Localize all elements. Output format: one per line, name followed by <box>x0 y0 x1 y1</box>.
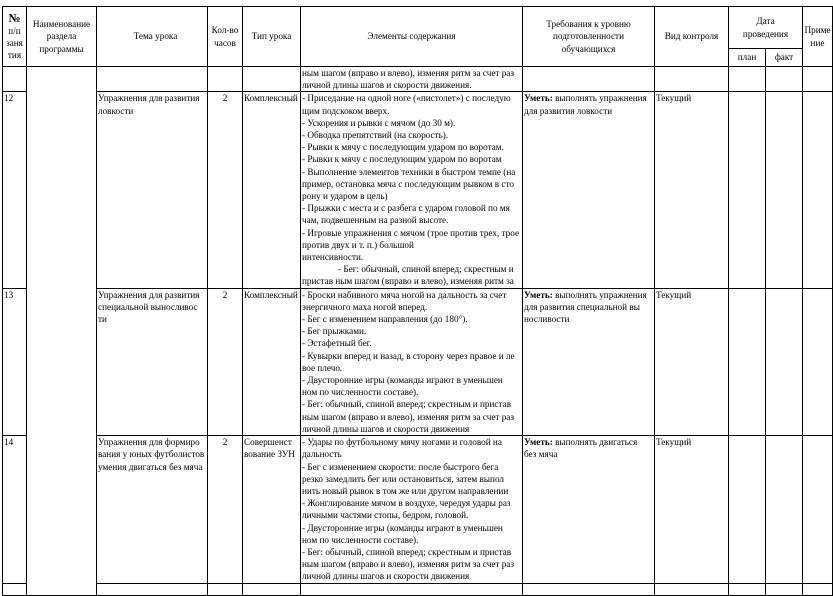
lesson-requirements: Уметь: выполнять упражнения для развития ловкости <box>523 92 655 288</box>
lesson-control: Текущий <box>655 288 729 435</box>
col-head-plan: план <box>729 49 766 67</box>
lesson-plan-table <box>2 6 833 596</box>
lesson-number: 14 <box>3 436 27 583</box>
lesson-plan-date <box>729 92 766 288</box>
lesson-note <box>803 288 833 435</box>
table-row <box>3 288 833 435</box>
col-head-section: Наименование раздела программы <box>27 7 97 67</box>
lesson-hours: 2 <box>208 92 243 288</box>
lesson-type: Совершенст вование ЗУН <box>243 436 301 583</box>
lesson-topic: Упражнения для развития специальной выносливос ти <box>97 288 208 435</box>
col-head-requirements: Требования к уровню подготовленности обучающихся <box>523 7 655 67</box>
table-row <box>3 436 833 583</box>
col-head-topic: Тема урока <box>97 7 208 67</box>
lesson-requirements: Уметь: выполнять упражнения для развития специальной вы носливости <box>523 288 655 435</box>
col-head-note: Приме ние <box>803 7 833 67</box>
col-head-control: Вид контроля <box>655 7 729 67</box>
lesson-topic: Упражнения для развития ловкости <box>97 92 208 288</box>
col-head-content: Элементы содержания <box>301 7 523 67</box>
lesson-type: Комплексный <box>243 92 301 288</box>
lesson-control: Текущий <box>655 92 729 288</box>
lesson-plan-date <box>729 288 766 435</box>
col-head-fact: факт <box>766 49 803 67</box>
continuation-content: ным шагом (вправо и влево), изменяя ритм за счет раз личной длины шагов и скорости движения. <box>301 67 523 92</box>
col-head-type: Тип урока <box>243 7 301 67</box>
lesson-hours: 2 <box>208 288 243 435</box>
lesson-hours: 2 <box>208 436 243 583</box>
table-row-empty <box>3 583 833 595</box>
col-head-hours: Кол-во часов <box>208 7 243 67</box>
lesson-content: - Удары по футбольному мячу ногами и головой на дальность - Бег с изменением скорости: после быстрого бега резко замедлить бег или остановиться, затем выпол нить новый рывок в том же или другом направлении - Жонглирование мячом в воздухе, чередуя удары раз личными частями стопы, бедром, головой. - Двусторонние игры (команды играют в уменьшен ном по численности составе). - Бег: обычный, спиной вперед; скрестным и пристав ным шагом (вправо и влево), изменяя ритм за счет раз личной длины шагов и скорости движения <box>301 436 523 583</box>
lesson-note <box>803 92 833 288</box>
continuation-row <box>3 67 833 92</box>
header-row <box>3 7 833 49</box>
lesson-control: Текущий <box>655 436 729 583</box>
lesson-plan-date <box>729 436 766 583</box>
lesson-content: - Броски набивного мяча ногой на дальность за счет энергичного маха ногой вперед. - Бег с изменением направления (до 180°). - Бег прыжками. - Эстафетный бег. - Кувырки вперед и назад, в сторону через правое и ле вое плечо. - Двусторонние игры (команды играют в уменьшен ном по численности составе). - Бег: обычный, спиной вперед; скрестным и пристав ным шагом (вправо и влево), изменяя ритм за счет раз личной длины шагов и скорости движения <box>301 288 523 435</box>
lesson-fact-date <box>766 92 803 288</box>
lesson-fact-date <box>766 288 803 435</box>
lesson-number: 12 <box>3 92 27 288</box>
lesson-number: 13 <box>3 288 27 435</box>
lesson-note <box>803 436 833 583</box>
lesson-type: Комплексный <box>243 288 301 435</box>
lesson-requirements: Уметь: выполнять двигаться без мяча <box>523 436 655 583</box>
col-head-number: № п/п заня тия <box>3 7 27 67</box>
lesson-topic: Упражнения для формиро вания у юных футболистов умения двигаться без мяча <box>97 436 208 583</box>
lesson-fact-date <box>766 436 803 583</box>
section-cell <box>27 67 97 596</box>
table-row <box>3 92 833 288</box>
col-head-date: Дата проведения <box>729 7 803 49</box>
lesson-content: - Приседание на одной ноге («пистолет») с последую щим подскоком вверх. - Ускорения и рывки с мячом (до 30 м). - Обводка препятствий (на скорость). - Рывки к мячу с последующим ударом по воротам. - Рывки к мячу с последующим ударом по воротам - Выполнение элементов техники в быстром темпе (на пример, остановка мяча с последующим рывком в сто рону и ударом в цель) - Прыжки с места и с разбега с ударом головой по мя чам, подвешенным на разной высоте. - Игровые упражнения с мячом (трое против трех, трое против двух и т. п.) большой интенсивности. - Бег: обычный, спиной вперед; скрестным и пристав ным шагом (вправо и влево), изменяя ритм за <box>301 92 523 288</box>
